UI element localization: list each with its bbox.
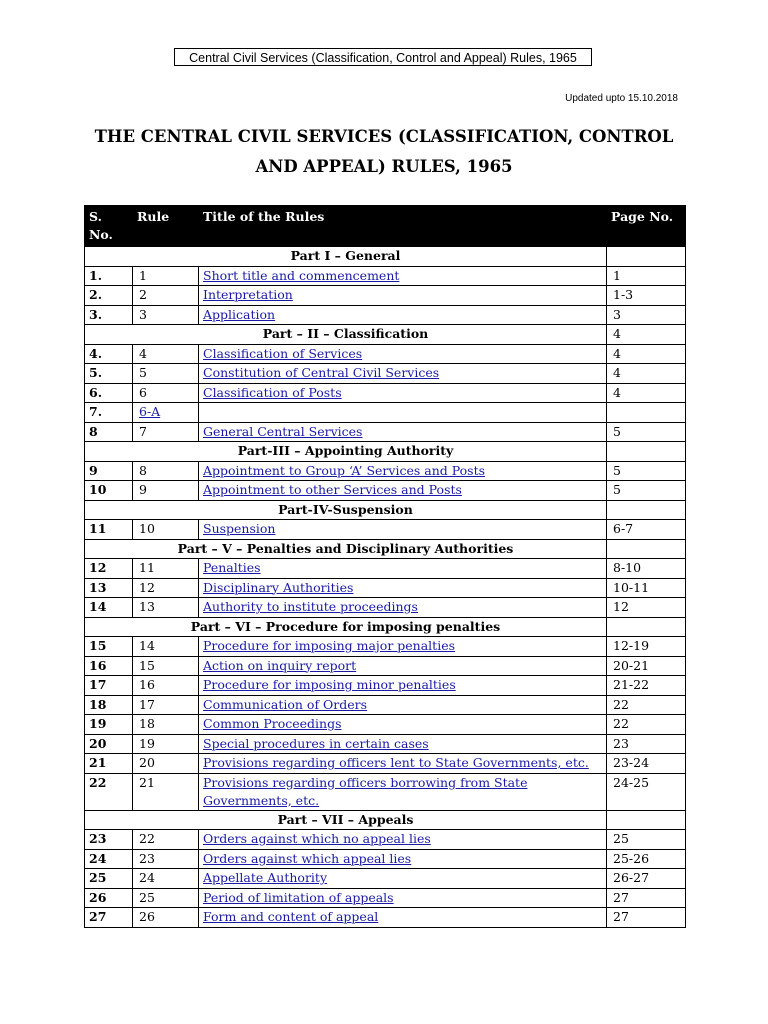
rule-title-cell xyxy=(199,481,607,501)
rule-title-link[interactable]: Provisions regarding officers lent to State Governments, etc. xyxy=(203,755,589,770)
rule-number-cell xyxy=(133,403,199,423)
rule-number: 19 xyxy=(133,734,199,754)
table-row xyxy=(85,403,686,423)
rule-title-link[interactable]: Penalties xyxy=(203,560,261,575)
serial-number: 17 xyxy=(85,676,133,696)
serial-number: 26 xyxy=(85,888,133,908)
serial-number: 11 xyxy=(85,520,133,540)
page-number: 23 xyxy=(607,734,686,754)
rules-table xyxy=(84,205,686,928)
rule-title-link[interactable]: Procedure for imposing minor penalties xyxy=(203,677,456,692)
page-number: 12-19 xyxy=(607,637,686,657)
table-row xyxy=(85,715,686,735)
table-row xyxy=(85,364,686,384)
rule-number: 10 xyxy=(133,520,199,540)
page-number: 22 xyxy=(607,715,686,735)
rule-title-link[interactable]: Provisions regarding officers borrowing from State Governments, etc. xyxy=(203,774,528,808)
table-row xyxy=(85,908,686,928)
page-number: 8-10 xyxy=(607,559,686,579)
rule-title-link[interactable]: Constitution of Central Civil Services xyxy=(203,365,440,380)
rule-title-cell xyxy=(199,637,607,657)
rule-title-cell xyxy=(199,773,607,810)
table-row xyxy=(85,888,686,908)
rule-number: 1 xyxy=(133,266,199,286)
serial-number: 12 xyxy=(85,559,133,579)
page-number xyxy=(607,442,686,462)
table-row xyxy=(85,422,686,442)
rule-title-cell xyxy=(199,266,607,286)
serial-number: 1. xyxy=(85,266,133,286)
updated-date: Updated upto 15.10.2018 xyxy=(565,93,678,104)
part-heading-row xyxy=(85,810,686,830)
table-row xyxy=(85,578,686,598)
rule-number: 20 xyxy=(133,754,199,774)
serial-number: 23 xyxy=(85,830,133,850)
table-row xyxy=(85,637,686,657)
page-number: 3 xyxy=(607,305,686,325)
page-number xyxy=(607,247,686,267)
rule-number: 17 xyxy=(133,695,199,715)
rule-title-cell xyxy=(199,908,607,928)
rule-number: 3 xyxy=(133,305,199,325)
rule-title-link[interactable]: Orders against which appeal lies xyxy=(203,850,412,866)
rule-title-cell xyxy=(199,344,607,364)
page-number: 27 xyxy=(607,888,686,908)
serial-number: 10 xyxy=(85,481,133,501)
part-heading-row xyxy=(85,500,686,520)
serial-number: 6. xyxy=(85,383,133,403)
rule-title-link[interactable]: Suspension xyxy=(203,521,276,536)
rule-title-cell xyxy=(199,364,607,384)
rule-title-cell xyxy=(199,869,607,889)
rule-title-link[interactable]: Procedure for imposing major penalties xyxy=(203,638,456,653)
rule-number: 11 xyxy=(133,559,199,579)
table-row xyxy=(85,383,686,403)
rule-title-cell xyxy=(199,676,607,696)
table-row xyxy=(85,773,686,810)
serial-number: 13 xyxy=(85,578,133,598)
rule-number: 25 xyxy=(133,888,199,908)
header-title: Title of the Rules xyxy=(199,206,607,247)
rule-title-cell xyxy=(199,383,607,403)
part-heading-row xyxy=(85,325,686,345)
part-heading: Part-III – Appointing Authority xyxy=(85,442,607,462)
serial-number: 2. xyxy=(85,286,133,306)
rule-title-link[interactable]: Action on inquiry report xyxy=(203,657,357,673)
rule-title-link[interactable]: Disciplinary Authorities xyxy=(203,579,354,595)
page-number: 27 xyxy=(607,908,686,928)
table-row xyxy=(85,266,686,286)
rule-title-cell xyxy=(199,461,607,481)
page-title-line-1: THE CENTRAL CIVIL SERVICES (CLASSIFICATION, CONTROL xyxy=(94,127,674,146)
rule-number: 4 xyxy=(133,344,199,364)
page-number: 1-3 xyxy=(607,286,686,306)
rule-number: 22 xyxy=(133,830,199,850)
rule-title-cell xyxy=(199,734,607,754)
page-number: 25-26 xyxy=(607,849,686,869)
table-row xyxy=(85,830,686,850)
part-heading: Part – V – Penalties and Disciplinary Authorities xyxy=(85,539,607,559)
rule-title-cell xyxy=(199,598,607,618)
page-number: 26-27 xyxy=(607,869,686,889)
page-number: 6-7 xyxy=(607,520,686,540)
rule-number: 21 xyxy=(133,773,199,810)
rule-title-cell xyxy=(199,403,607,423)
page-number: 5 xyxy=(607,422,686,442)
rule-title-link[interactable]: Communication of Orders xyxy=(203,696,368,712)
table-row xyxy=(85,461,686,481)
part-heading: Part-IV-Suspension xyxy=(85,500,607,520)
rule-title-link[interactable]: Appointment to other Services and Posts xyxy=(203,482,462,497)
part-heading: Part – VI – Procedure for imposing penalties xyxy=(85,617,607,637)
rule-title-link[interactable]: Common Proceedings xyxy=(203,716,342,731)
table-row xyxy=(85,598,686,618)
table-row xyxy=(85,305,686,325)
page-number: 23-24 xyxy=(607,754,686,774)
rule-number: 15 xyxy=(133,656,199,676)
rule-title-link[interactable]: Appointment to Group ‘A’ Services and Posts xyxy=(203,462,486,478)
rule-title-link[interactable]: Application xyxy=(203,306,276,322)
table-row xyxy=(85,559,686,579)
table-row xyxy=(85,656,686,676)
table-row xyxy=(85,520,686,540)
serial-number: 16 xyxy=(85,656,133,676)
page-number: 24-25 xyxy=(607,773,686,810)
part-heading: Part – II – Classification xyxy=(85,325,607,345)
rule-title-link[interactable]: Special procedures in certain cases xyxy=(203,735,429,751)
document-header-title: Central Civil Services (Classification, Control and Appeal) Rules, 1965 xyxy=(174,48,592,66)
table-row xyxy=(85,849,686,869)
table-header-row xyxy=(85,206,686,247)
rule-number: 16 xyxy=(133,676,199,696)
page-number xyxy=(607,500,686,520)
table-row xyxy=(85,676,686,696)
table-row xyxy=(85,869,686,889)
serial-number: 19 xyxy=(85,715,133,735)
page-number: 4 xyxy=(607,325,686,345)
serial-number: 3. xyxy=(85,305,133,325)
rule-title-link[interactable]: Form and content of appeal xyxy=(203,909,379,924)
rule-title-cell xyxy=(199,520,607,540)
rule-number: 23 xyxy=(133,849,199,869)
serial-number: 14 xyxy=(85,598,133,618)
page-number xyxy=(607,810,686,830)
rules-table-body xyxy=(85,247,686,928)
serial-number: 7. xyxy=(85,403,133,423)
rule-number: 14 xyxy=(133,637,199,657)
rule-title-cell xyxy=(199,422,607,442)
serial-number: 21 xyxy=(85,754,133,774)
rule-title-cell xyxy=(199,305,607,325)
serial-number: 15 xyxy=(85,637,133,657)
table-row xyxy=(85,734,686,754)
page-title xyxy=(84,122,684,182)
page-number: 5 xyxy=(607,481,686,501)
rule-number: 13 xyxy=(133,598,199,618)
rule-title-link[interactable]: Interpretation xyxy=(203,287,293,302)
rule-title-link[interactable]: General Central Services xyxy=(203,423,363,439)
rule-title-cell xyxy=(199,559,607,579)
page-number: 12 xyxy=(607,598,686,618)
rule-title-link[interactable]: Classification of Services xyxy=(203,345,363,361)
page-number: 1 xyxy=(607,266,686,286)
part-heading-row xyxy=(85,442,686,462)
page-number: 4 xyxy=(607,344,686,364)
table-row xyxy=(85,754,686,774)
rule-title-cell xyxy=(199,849,607,869)
part-heading: Part – VII – Appeals xyxy=(85,810,607,830)
page-number xyxy=(607,403,686,423)
table-row xyxy=(85,344,686,364)
serial-number: 8 xyxy=(85,422,133,442)
rule-title-cell xyxy=(199,578,607,598)
header-page: Page No. xyxy=(607,206,686,247)
table-row xyxy=(85,286,686,306)
serial-number: 5. xyxy=(85,364,133,384)
rule-number: 8 xyxy=(133,461,199,481)
rule-number: 6 xyxy=(133,383,199,403)
serial-number: 24 xyxy=(85,849,133,869)
page-number: 5 xyxy=(607,461,686,481)
serial-number: 27 xyxy=(85,908,133,928)
rule-title-link[interactable]: Period of limitation of appeals xyxy=(203,889,394,905)
rule-title-cell xyxy=(199,715,607,735)
rule-title-link[interactable]: Authority to institute proceedings xyxy=(203,599,418,614)
rule-title-cell xyxy=(199,286,607,306)
part-heading-row xyxy=(85,617,686,637)
table-row xyxy=(85,695,686,715)
page-number: 21-22 xyxy=(607,676,686,696)
rule-title-cell xyxy=(199,754,607,774)
serial-number: 22 xyxy=(85,773,133,810)
rule-title-cell xyxy=(199,888,607,908)
part-heading-row xyxy=(85,247,686,267)
page-number: 22 xyxy=(607,695,686,715)
rule-number: 2 xyxy=(133,286,199,306)
page-number xyxy=(607,617,686,637)
header-rule: Rule xyxy=(133,206,199,247)
rule-title-link[interactable]: Classification of Posts xyxy=(203,384,342,400)
part-heading-row xyxy=(85,539,686,559)
serial-number: 20 xyxy=(85,734,133,754)
rule-title-cell xyxy=(199,830,607,850)
rule-number: 18 xyxy=(133,715,199,735)
page-number xyxy=(607,539,686,559)
rule-number: 24 xyxy=(133,869,199,889)
header-sno: S. No. xyxy=(85,206,133,247)
serial-number: 9 xyxy=(85,461,133,481)
serial-number: 4. xyxy=(85,344,133,364)
rule-number: 12 xyxy=(133,578,199,598)
table-row xyxy=(85,481,686,501)
page-number: 10-11 xyxy=(607,578,686,598)
part-heading: Part I – General xyxy=(85,247,607,267)
page-title-line-2: AND APPEAL) RULES, 1965 xyxy=(255,157,513,176)
rule-title-link[interactable]: Short title and commencement xyxy=(203,267,400,283)
rule-title-link[interactable]: Appellate Authority xyxy=(203,870,328,885)
page-number: 4 xyxy=(607,364,686,384)
rule-number: 26 xyxy=(133,908,199,928)
serial-number: 25 xyxy=(85,869,133,889)
page-number: 20-21 xyxy=(607,656,686,676)
rule-title-cell xyxy=(199,695,607,715)
serial-number: 18 xyxy=(85,695,133,715)
page-number: 25 xyxy=(607,830,686,850)
rule-title-cell xyxy=(199,656,607,676)
rule-title-link[interactable]: Orders against which no appeal lies xyxy=(203,831,431,846)
rule-number-link[interactable]: 6-A xyxy=(139,404,161,419)
page-number: 4 xyxy=(607,383,686,403)
rule-number: 7 xyxy=(133,422,199,442)
rule-number: 5 xyxy=(133,364,199,384)
rule-number: 9 xyxy=(133,481,199,501)
